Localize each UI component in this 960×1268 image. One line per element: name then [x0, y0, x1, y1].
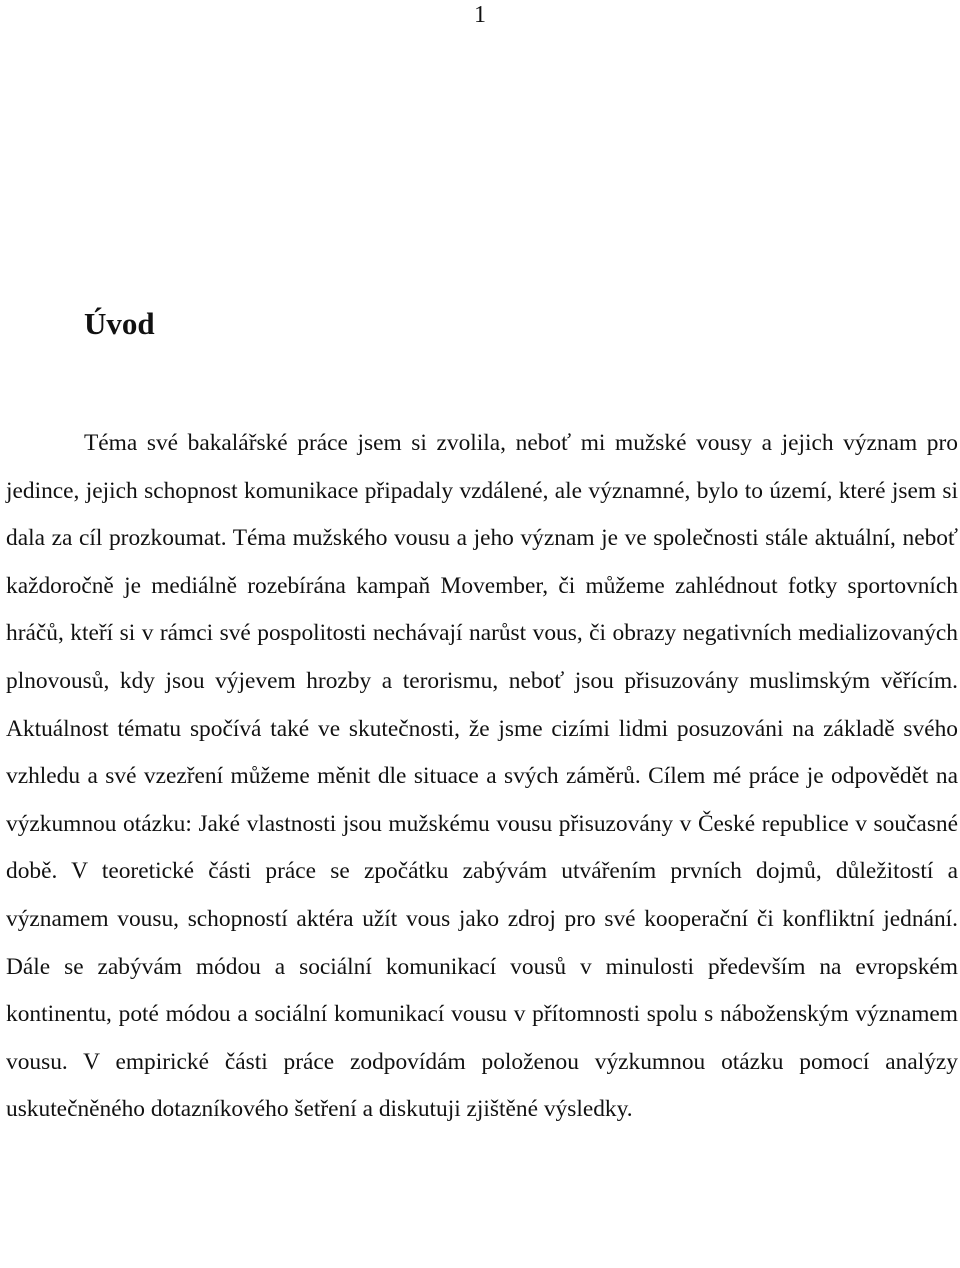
body-paragraph: Téma své bakalářské práce jsem si zvolila, neboť mi mužské vousy a jejich význam pro jedince, jejich schopnost komunikace připadaly vzdálené, ale významné, bylo to území, které jsem si dala za cíl prozkoumat. Téma mužského vousu a jeho význam je ve společnosti stále aktuální, neboť každoročně je mediálně rozebírána kampaň Movember, či můžeme zahlédnout fotky sportovních hráčů, kteří si v rámci své pospolitosti nechávají narůst vous, či obrazy negativních medializovaných plnovousů, kdy jsou výjevem hrozby a terorismu, neboť jsou přisuzovány muslimským věřícím. Aktuálnost tématu spočívá také ve skutečnosti, že jsme cizími lidmi posuzováni na základě svého vzhledu a své vzezření můžeme měnit dle situace a svých záměrů. Cílem mé práce je odpovědět na výzkumnou otázku: Jaké vlastnosti jsou mužskému vousu přisuzovány v České republice v současné době. V teoretické části práce se zpočátku zabývám utvářením prvních dojmů, důležitostí a významem vousu, schopností aktéra užít vous jako zdroj pro své kooperační či konfliktní jednání. Dále se zabývám módou a sociální komunikací vousů v minulosti především na evropském kontinentu, poté módou a sociální komunikací vousu v přítomnosti spolu s náboženským významem vousu. V empirické části práce zodpovídám položenou výzkumnou otázku pomocí analýzy uskutečněného dotazníkového šetření a diskutuji zjištěné výsledky. — [6, 430, 958, 1123]
page-number: 1 — [474, 2, 486, 28]
section-heading: Úvod — [84, 306, 155, 341]
